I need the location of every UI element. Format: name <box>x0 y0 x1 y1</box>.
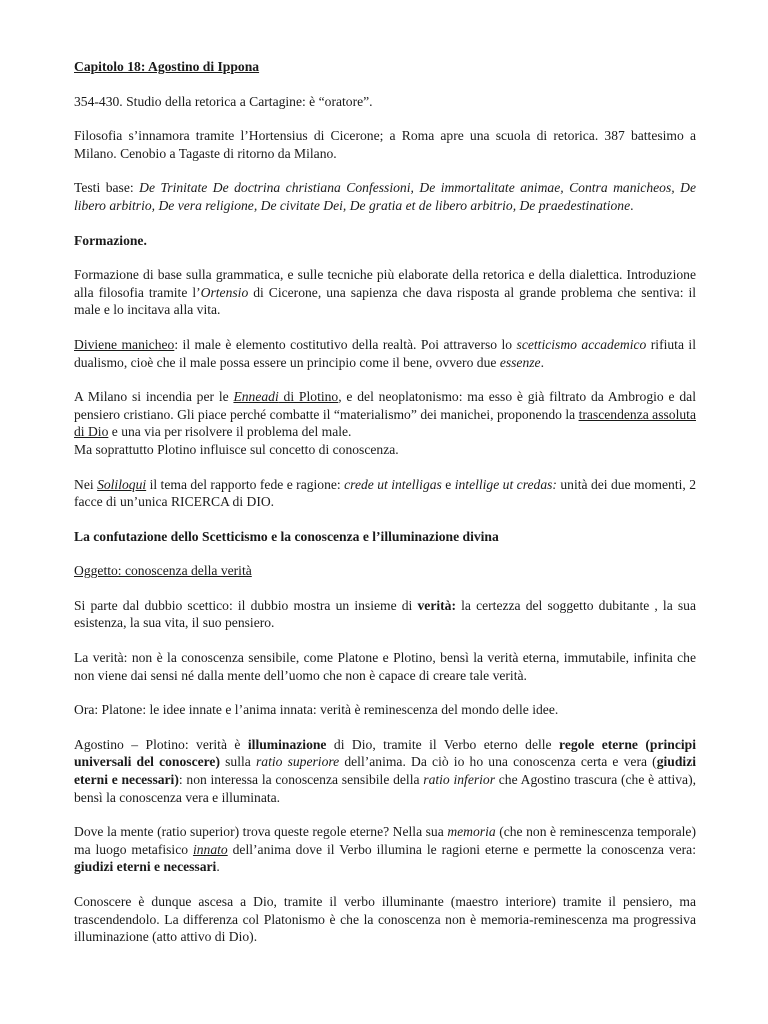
text-run-italic: ratio inferior <box>423 772 496 788</box>
paragraph-memoria <box>74 823 696 876</box>
text-run-bold: giudizi eterni e necessari <box>74 859 217 875</box>
text-run-bold: illuminazione <box>247 736 327 752</box>
testi-base-works: De Trinitate De doctrina christiana Confessioni, De immortalitate animae, Contra manicheos, De libero arbitrio, De vera religione, De civitate Dei, De gratia et de libero arbitrio, De praedestinatione <box>74 180 696 213</box>
text-run: Ma soprattutto Plotino influisce sul concetto di conoscenza. <box>74 441 399 457</box>
text-run: Nei <box>74 476 98 492</box>
text-run: Si parte dal dubbio scettico: il dubbio mostra un insieme di <box>74 597 418 613</box>
text-run: Formazione di base sulla grammatica, e sulle tecniche più elaborate della retorica e della dialettica. Introduzione alla filosofia tramite l’ <box>74 267 696 300</box>
text-run-italic: essenze <box>499 354 541 370</box>
text-run: di Cicerone, una sapienza che dava risposta al grande problema che sentiva: il male e lo incitava alla vita. <box>74 284 697 318</box>
text-run: : non interessa la conoscenza sensibile della <box>178 772 424 788</box>
paragraph-hortensius: Filosofia s’innamora tramite l’Hortensius di Cicerone; a Roma apre una scuola di retorica. 387 battesimo a Milano. Cenobio a Tagaste di ritorno da Milano. <box>74 128 696 161</box>
paragraph-manicheo <box>74 336 696 371</box>
chapter-title: Capitolo 18: Agostino di Ippona <box>74 59 260 74</box>
text-run-italic: intellige ut credas: <box>454 476 557 492</box>
paragraph-milano <box>74 388 696 458</box>
paragraph-illuminazione <box>74 736 696 806</box>
text-run: unità dei due momenti, 2 facce di un’unica RICERCA di DIO. <box>74 476 697 510</box>
text-run-bold: regole eterne (principi universali del conoscere) <box>74 736 696 770</box>
heading-formazione: Formazione. <box>74 232 147 248</box>
text-run: la certezza del soggetto dubitante , la sua esistenza, la sua vita, il suo pensiero. <box>74 597 697 631</box>
paragraph-verita: La verità: non è la conoscenza sensibile, come Platone e Plotino, bensì la verità eterna, immutabile, infinita che non viene dai sensi né dalla mente dell’uomo che non è capace di creare tale verità. <box>74 650 696 683</box>
text-run-bold: verità: <box>417 597 456 613</box>
paragraph-platone: Ora: Platone: le idee innate e l’anima innata: verità è reminescenza del mondo delle idee. <box>74 702 559 718</box>
text-run-italic: ratio superiore <box>255 754 340 770</box>
text-run: Dove la mente (ratio superior) trova queste regole eterne? Nella sua <box>74 824 448 840</box>
text-run-underline: di Plotino <box>278 389 339 405</box>
text-run-underline: Diviene manicheo <box>74 336 175 352</box>
text-run: A Milano si incendia per le <box>74 389 234 405</box>
heading-confutazione: La confutazione dello Scetticismo e la conoscenza e l’illuminazione divina <box>74 528 499 544</box>
text-run-underline: Oggetto: conoscenza della verità <box>74 563 252 579</box>
paragraph-dubbio <box>74 597 696 632</box>
paragraph-testi-base <box>74 179 696 214</box>
text-run: , e del neoplatonismo: ma esso è già filtrato da Ambrogio e dal pensiero cristiano. Gli piace perché combatte il “materialismo” dei manichei, proponendo la <box>74 389 696 422</box>
text-run: rifiuta il dualismo, cioè che il male possa essere un principio come il bene, ovvero due <box>74 336 696 370</box>
testi-base-label: Testi base: <box>74 180 140 196</box>
text-run: dell’anima dove il Verbo illumina le ragioni eterne e permette la conoscenza vera: <box>227 841 696 857</box>
text-run-italic: scetticismo accademico <box>516 336 647 352</box>
text-run: . <box>540 354 544 370</box>
text-run: di Dio, tramite il Verbo eterno delle <box>326 736 560 752</box>
paragraph-dates: 354-430. Studio della retorica a Cartagine: è “oratore”. <box>74 93 373 109</box>
text-run: Agostino – Plotino: verità è <box>74 736 248 752</box>
text-run: (che non è reminescenza temporale) ma luogo metafisico <box>74 824 696 857</box>
text-run-italic: memoria <box>447 824 496 840</box>
text-run: e <box>441 476 455 492</box>
text-run-italic: crede ut intelligas <box>344 476 442 492</box>
paragraph-soliloqui <box>74 476 696 511</box>
paragraph-conoscere: Conoscere è dunque ascesa a Dio, tramite il verbo illuminante (maestro interiore) tramite il pensiero, ma trascendendolo. La differenza col Platonismo è che la conoscenza non è memoria-reminescenza ma progressiva illuminazione (atto attivo di Dio). <box>74 894 696 945</box>
subheading-oggetto <box>74 562 696 580</box>
text-run: sulla <box>219 754 256 770</box>
text-run-bold: giudizi eterni e necessari) <box>74 754 696 788</box>
text-run: : il male è elemento costitutivo della realtà. Poi attraverso lo <box>174 336 517 352</box>
text-run-italic-underline: Enneadi <box>233 389 279 405</box>
text-run-italic-underline: innato <box>192 841 228 857</box>
paragraph-formazione <box>74 266 696 319</box>
text-run-italic-underline: Soliloqui <box>97 476 147 492</box>
text-run-underline: trascendenza assoluta di Dio <box>74 406 696 440</box>
text-run: il tema del rapporto fede e ragione: <box>146 476 345 492</box>
text-run: che Agostino trascura (che è attiva), bensì la conoscenza vera e illuminata. <box>74 772 697 805</box>
text-run: . <box>216 859 220 875</box>
text-run: dell’anima. Da ciò io ho una conoscenza certa e vera ( <box>339 754 657 770</box>
text-run: e una via per risolvere il problema del male. <box>108 424 352 440</box>
text-run-italic: Ortensio <box>200 284 249 300</box>
document-page <box>74 58 696 963</box>
testi-base-end: . <box>630 197 634 213</box>
